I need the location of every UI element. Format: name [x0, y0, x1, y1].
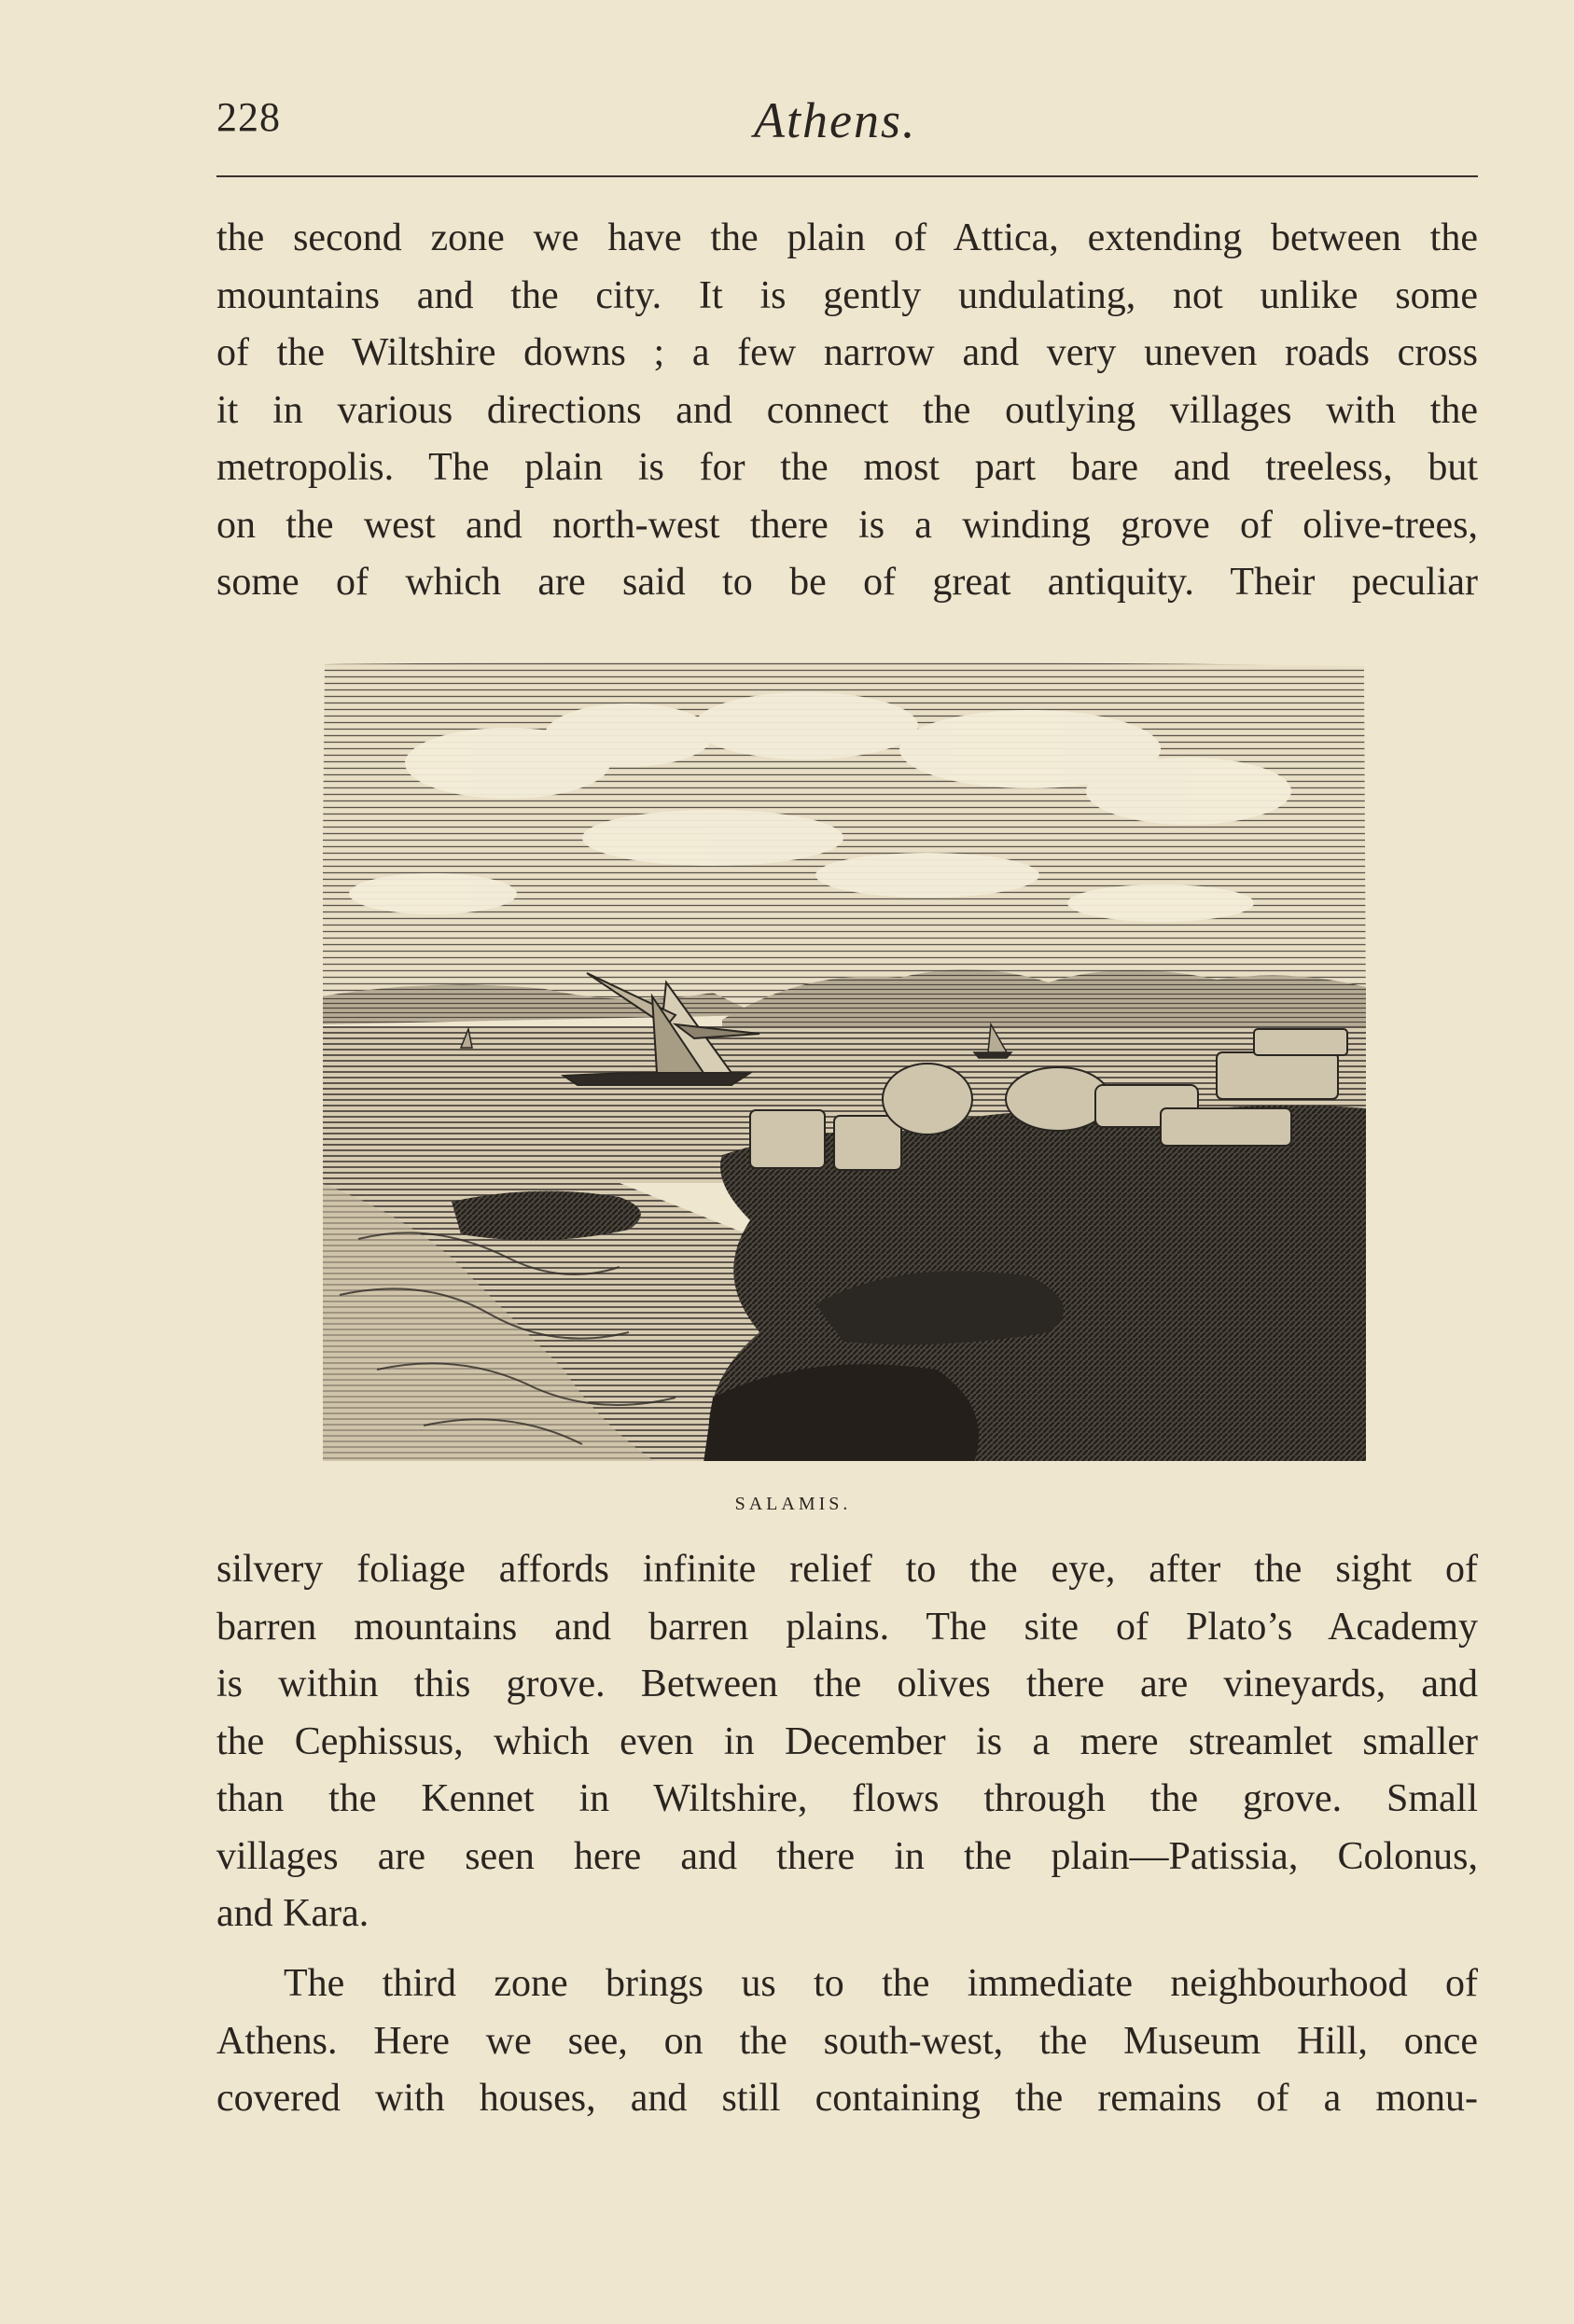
text-line: mountains and the city. It is gently undulating, not unlike some [216, 273, 1478, 317]
running-title: Athens. [754, 92, 917, 148]
text-line: on the west and north-west there is a winding grove of olive-trees, [216, 503, 1478, 547]
paragraph-top [216, 210, 1478, 612]
page-number: 228 [216, 94, 281, 140]
figure-caption: SALAMIS. [734, 1494, 852, 1514]
text-line: the second zone we have the plain of Attica, extending between the [216, 216, 1478, 259]
text-line: silvery foliage affords infinite relief to the eye, after the sight of [216, 1548, 1478, 1591]
text-line: the Cephissus, which even in December is a mere streamlet smaller [216, 1719, 1478, 1763]
paragraph-bottom [216, 1955, 1478, 2128]
text-line: villages are seen here and there in the plain—Patissia, Colonus, [216, 1834, 1478, 1878]
header-rule [216, 175, 1478, 177]
text-line: metropolis. The plain is for the most part bare and treeless, but [216, 446, 1478, 489]
text-line: is within this grove. Between the olives there are vineyards, and [216, 1663, 1478, 1705]
running-head [216, 93, 1476, 159]
text-line: barren mountains and barren plains. The site of Plato’s Academy [216, 1605, 1478, 1649]
text-line: and Kara. [216, 1892, 369, 1935]
text-line: of the Wiltshire downs ; a few narrow and very uneven roads cross [216, 331, 1478, 374]
text-line: it in various directions and connect the outlying villages with the [216, 388, 1478, 432]
salamis-engraving [321, 661, 1370, 1463]
paragraph-middle [216, 1541, 1478, 1943]
text-line: The third zone brings us to the immediate neighbourhood of [284, 1962, 1478, 2005]
text-line: than the Kennet in Wiltshire, flows through the grove. Small [216, 1777, 1478, 1820]
text-line: some of which are said to be of great antiquity. Their peculiar [216, 561, 1478, 604]
text-line: covered with houses, and still containing the remains of a monu- [216, 2077, 1478, 2120]
text-line: Athens. Here we see, on the south-west, the Museum Hill, once [216, 2019, 1478, 2063]
